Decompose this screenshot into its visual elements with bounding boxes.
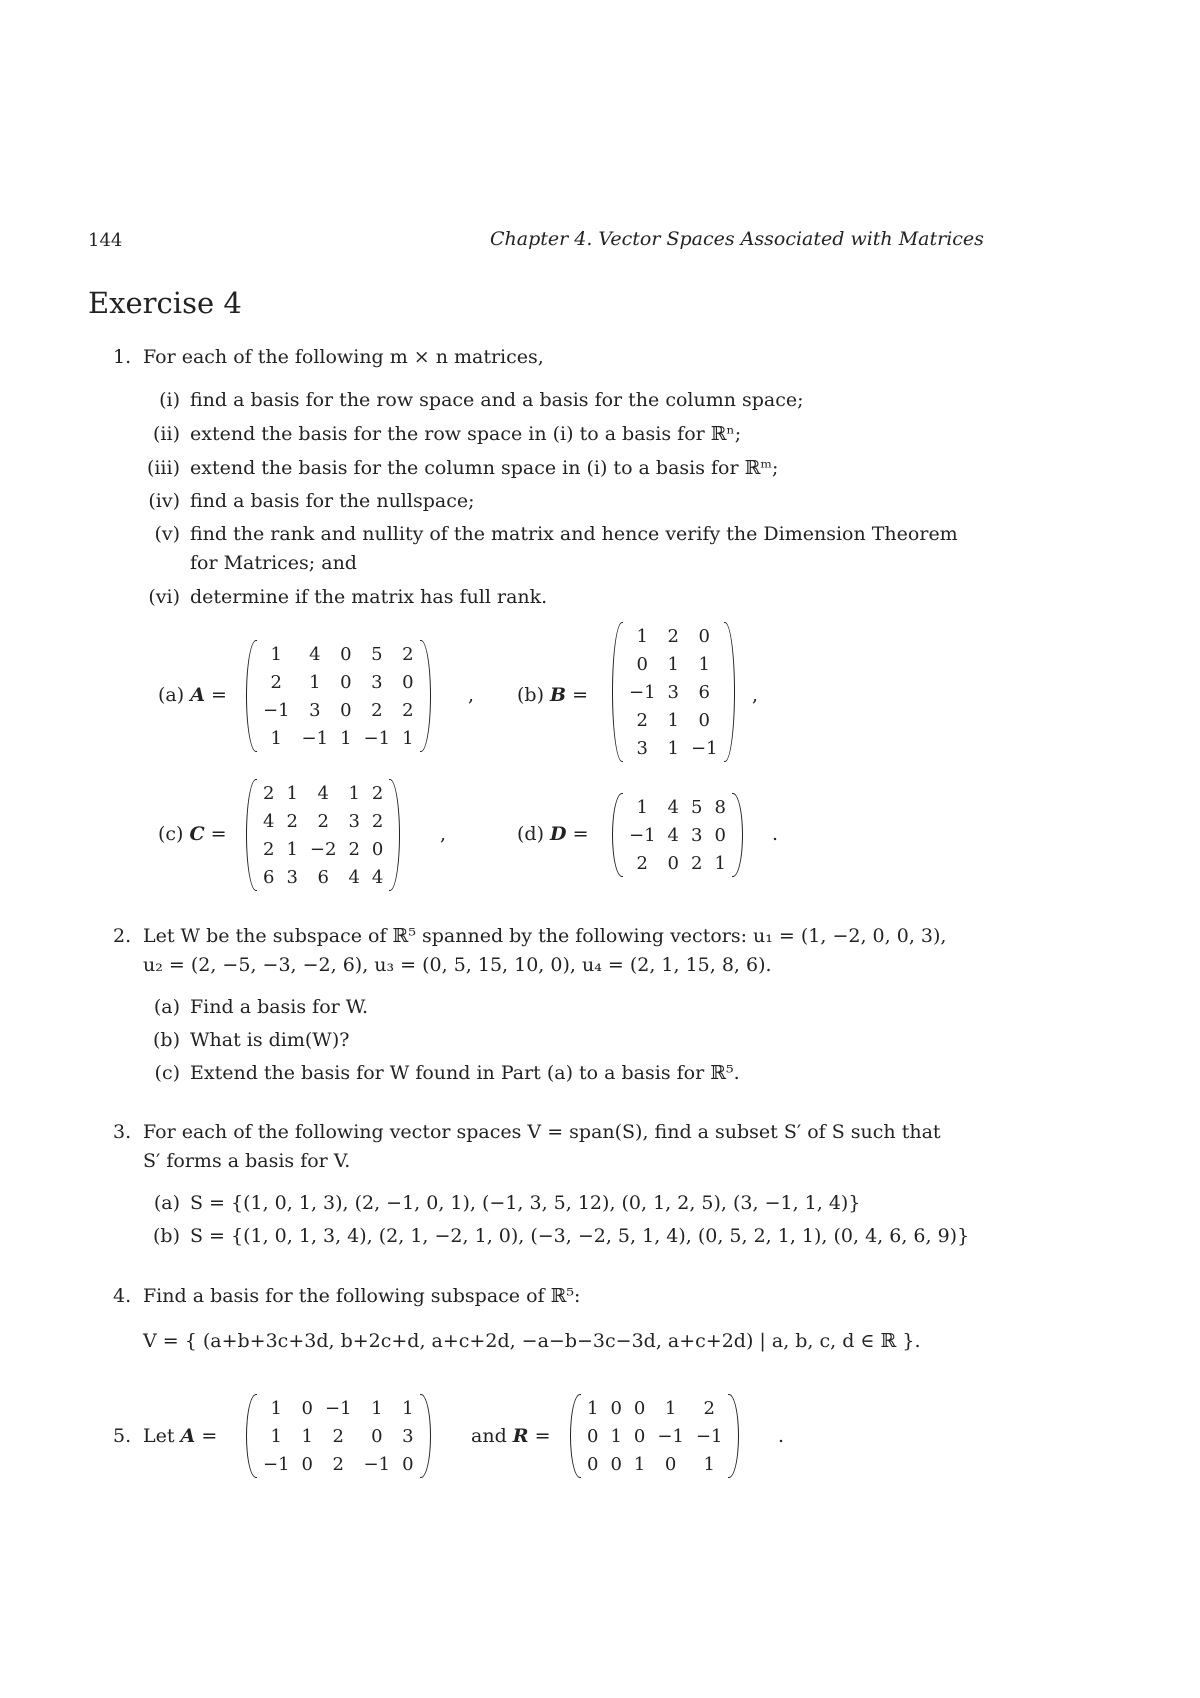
matrix-d-label: (d) D = [517,823,589,845]
q2-item-label: (c) [154,1062,180,1084]
matrix-entry: 0 [633,1397,646,1419]
q3-item-label: (b) [153,1225,180,1247]
matrix-entry: 3 [371,671,383,693]
q2-item-text: What is dim(W)? [190,1029,350,1051]
matrix-a-label: (a) A = [158,684,227,706]
matrix-entry: 0 [301,1397,313,1419]
q2-line1: Let W be the subspace of ℝ⁵ spanned by the following vectors: u₁ = (1, −2, 0, 0, 3), [143,925,947,947]
q1-item-text: extend the basis for the row space in (i) to a basis for ℝⁿ; [190,423,742,445]
matrix-a-trail: , [468,684,475,706]
matrix-row [257,807,389,835]
q4-number: 4. [113,1285,132,1307]
matrix-c-trail: , [440,823,447,845]
matrix-entry: 1 [270,1397,282,1419]
matrix-row [257,668,420,696]
matrix-row [257,779,389,807]
matrix-entry: −1 [629,681,656,703]
matrix-a [246,640,431,752]
q2-item-text: Find a basis for W. [190,996,369,1018]
q5-number: 5. [113,1425,132,1447]
matrix-row [623,706,724,734]
matrix-entry: −1 [363,1453,391,1475]
exercise-title: Exercise 4 [88,286,242,320]
matrix-entry: −1 [263,1453,290,1475]
q1-item-text: find the rank and nullity of the matrix and hence verify the Dimension Theorem [190,523,958,545]
matrix-entry: 2 [348,838,360,860]
matrix-entry: 2 [691,852,703,874]
matrix-entry: 1 [348,782,360,804]
matrix-entry: 1 [402,1397,414,1419]
matrix-entry: 1 [667,653,679,675]
matrix-entry: 2 [402,699,414,721]
matrix-entry: 0 [610,1453,622,1475]
q1-item-text: determine if the matrix has full rank. [190,586,548,608]
matrix-entry: 0 [664,1453,677,1475]
q1-number: 1. [113,346,132,368]
matrix-entry: 1 [636,796,648,818]
matrix-entry: 0 [402,1453,414,1475]
matrix-entry: 0 [636,653,648,675]
matrix-entry: 3 [667,681,679,703]
matrix-entry: 2 [371,810,384,832]
matrix-entry: 1 [610,1425,622,1447]
matrix-c-label: (c) C = [158,823,227,845]
matrix-b-trail: , [752,684,759,706]
matrix-entry: 2 [317,810,329,832]
matrix-entry: 6 [263,866,275,888]
matrix-entry: 0 [698,709,710,731]
matrix-entry: 1 [371,1397,383,1419]
matrix-row [581,1422,728,1450]
q1-item-text: find a basis for the row space and a basis for the column space; [190,389,804,411]
matrix-row [623,622,724,650]
q1-item-text: extend the basis for the column space in (i) to a basis for ℝᵐ; [190,457,779,479]
page-number: 144 [88,230,123,251]
matrix-entry: 4 [667,796,679,818]
matrix-entry: 0 [371,1425,383,1447]
q2-line2: u₂ = (2, −5, −3, −2, 6), u₃ = (0, 5, 15, 10, 0), u₄ = (2, 1, 15, 8, 6). [143,954,772,976]
q1-item-label: (vi) [148,586,180,608]
q1-item-label: (iii) [146,457,180,479]
q1-intro: For each of the following m × n matrices, [143,346,544,368]
matrix-entry: 2 [286,810,298,832]
matrix-q5-a [246,1394,431,1478]
matrix-row [623,793,732,821]
matrix-entry: 0 [340,699,352,721]
matrix-entry: 1 [402,727,414,749]
matrix-entry: 0 [340,643,352,665]
matrix-entry: 0 [667,852,679,874]
matrix-entry: 3 [691,824,703,846]
matrix-entry: 0 [587,1425,599,1447]
matrix-entry: 2 [636,709,648,731]
matrix-b-label: (b) B = [517,684,589,706]
matrix-entry: 3 [402,1425,414,1447]
matrix-entry: −1 [363,727,391,749]
matrix-entry: −1 [301,727,329,749]
matrix-row [257,1450,420,1478]
matrix-entry: 2 [667,625,679,647]
q3-number: 3. [113,1121,132,1143]
matrix-entry: 1 [286,838,298,860]
matrix-row [581,1450,728,1478]
matrix-entry: 3 [348,810,360,832]
matrix-entry: 1 [667,737,679,759]
matrix-entry: 1 [587,1397,599,1419]
matrix-row [581,1394,728,1422]
q2-number: 2. [113,925,132,947]
q5-trail: . [778,1425,785,1447]
matrix-entry: 3 [286,866,298,888]
matrix-entry: 2 [636,852,648,874]
matrix-entry: 6 [317,866,329,888]
matrix-entry: 0 [633,1425,646,1447]
matrix-entry: 1 [286,782,298,804]
matrix-entry: 0 [371,838,384,860]
matrix-entry: 4 [371,866,384,888]
matrix-entry: 4 [263,810,275,832]
matrix-row [257,1394,420,1422]
matrix-row [623,849,732,877]
matrix-entry: 3 [636,737,648,759]
matrix-entry: 0 [340,671,352,693]
matrix-entry: −1 [695,1425,723,1447]
matrix-entry: 2 [703,1397,715,1419]
q5-let: Let A = [143,1425,218,1447]
matrix-entry: 1 [633,1453,646,1475]
matrix-entry: 2 [263,782,275,804]
q3-item-label: (a) [153,1192,180,1214]
matrix-entry: −1 [691,737,718,759]
matrix-entry: 0 [301,1453,313,1475]
q2-item-label: (a) [153,996,180,1018]
matrix-d-trail: . [772,823,779,845]
matrix-entry: 2 [402,643,414,665]
matrix-b [612,622,735,762]
matrix-entry: 1 [270,1425,282,1447]
matrix-entry: 2 [371,699,383,721]
matrix-entry: −1 [629,824,656,846]
q1-item-label: (iv) [148,490,180,512]
matrix-entry: 4 [309,643,321,665]
matrix-entry: 5 [691,796,703,818]
matrix-row [623,734,724,762]
matrix-row [623,650,724,678]
q4-line1: Find a basis for the following subspace of ℝ⁵: [143,1285,581,1307]
matrix-row [257,696,420,724]
matrix-entry: 0 [587,1453,599,1475]
matrix-c [246,779,400,891]
matrix-entry: 0 [610,1397,622,1419]
matrix-entry: 4 [348,866,360,888]
matrix-entry: 1 [667,709,679,731]
matrix-row [257,1422,420,1450]
matrix-entry: 0 [714,824,726,846]
q3-line1: For each of the following vector spaces V = span(S), find a subset S′ of S such that [143,1121,941,1143]
matrix-entry: 1 [309,671,321,693]
q3-line2: S′ forms a basis for V. [143,1150,351,1172]
matrix-entry: −1 [657,1425,684,1447]
matrix-entry: −2 [309,838,337,860]
matrix-entry: 1 [714,852,726,874]
q1-item-label: (v) [154,523,180,545]
q2-item-text: Extend the basis for W found in Part (a) to a basis for ℝ⁵. [190,1062,740,1084]
matrix-entry: −1 [325,1397,352,1419]
matrix-row [257,640,420,668]
matrix-entry: 1 [703,1453,715,1475]
matrix-entry: 2 [332,1453,344,1475]
matrix-entry: 4 [317,782,329,804]
matrix-entry: 0 [698,625,710,647]
matrix-q5-r [570,1394,739,1478]
q3-item-text: S = {(1, 0, 1, 3), (2, −1, 0, 1), (−1, 3, 5, 12), (0, 1, 2, 5), (3, −1, 1, 4)} [190,1192,861,1214]
matrix-entry: 3 [309,699,321,721]
matrix-d [612,793,743,877]
matrix-entry: 2 [263,838,275,860]
matrix-entry: −1 [263,699,290,721]
matrix-row [623,821,732,849]
q1-item-label: (ii) [153,423,180,445]
running-head: Chapter 4. Vector Spaces Associated with Matrices [490,228,984,250]
matrix-entry: 1 [636,625,648,647]
matrix-entry: 8 [714,796,726,818]
q4-set-definition: V = { (a+b+3c+3d, b+2c+d, a+c+2d, −a−b−3c−3d, a+c+2d) | a, b, c, d ∈ ℝ }. [143,1330,921,1352]
q3-item-text: S = {(1, 0, 1, 3, 4), (2, 1, −2, 1, 0), (−3, −2, 5, 1, 4), (0, 5, 2, 1, 1), (0, 4, 6, 6, 9)} [190,1225,970,1247]
matrix-entry: 1 [270,727,282,749]
q1-item-text: find a basis for the nullspace; [190,490,475,512]
q1-item-label: (i) [159,389,180,411]
matrix-entry: 2 [371,782,384,804]
matrix-row [257,724,420,752]
matrix-entry: 1 [698,653,710,675]
matrix-row [623,678,724,706]
matrix-entry: 1 [270,643,282,665]
matrix-entry: 1 [664,1397,677,1419]
q5-and: and R = [471,1425,551,1447]
matrix-row [257,835,389,863]
matrix-row [257,863,389,891]
matrix-entry: 4 [667,824,679,846]
matrix-entry: 1 [340,727,352,749]
matrix-entry: 2 [332,1425,344,1447]
matrix-entry: 6 [698,681,710,703]
matrix-entry: 0 [402,671,414,693]
matrix-entry: 5 [371,643,383,665]
matrix-entry: 2 [270,671,282,693]
q2-item-label: (b) [153,1029,180,1051]
matrix-entry: 1 [301,1425,313,1447]
q1-item-text: for Matrices; and [190,552,357,574]
